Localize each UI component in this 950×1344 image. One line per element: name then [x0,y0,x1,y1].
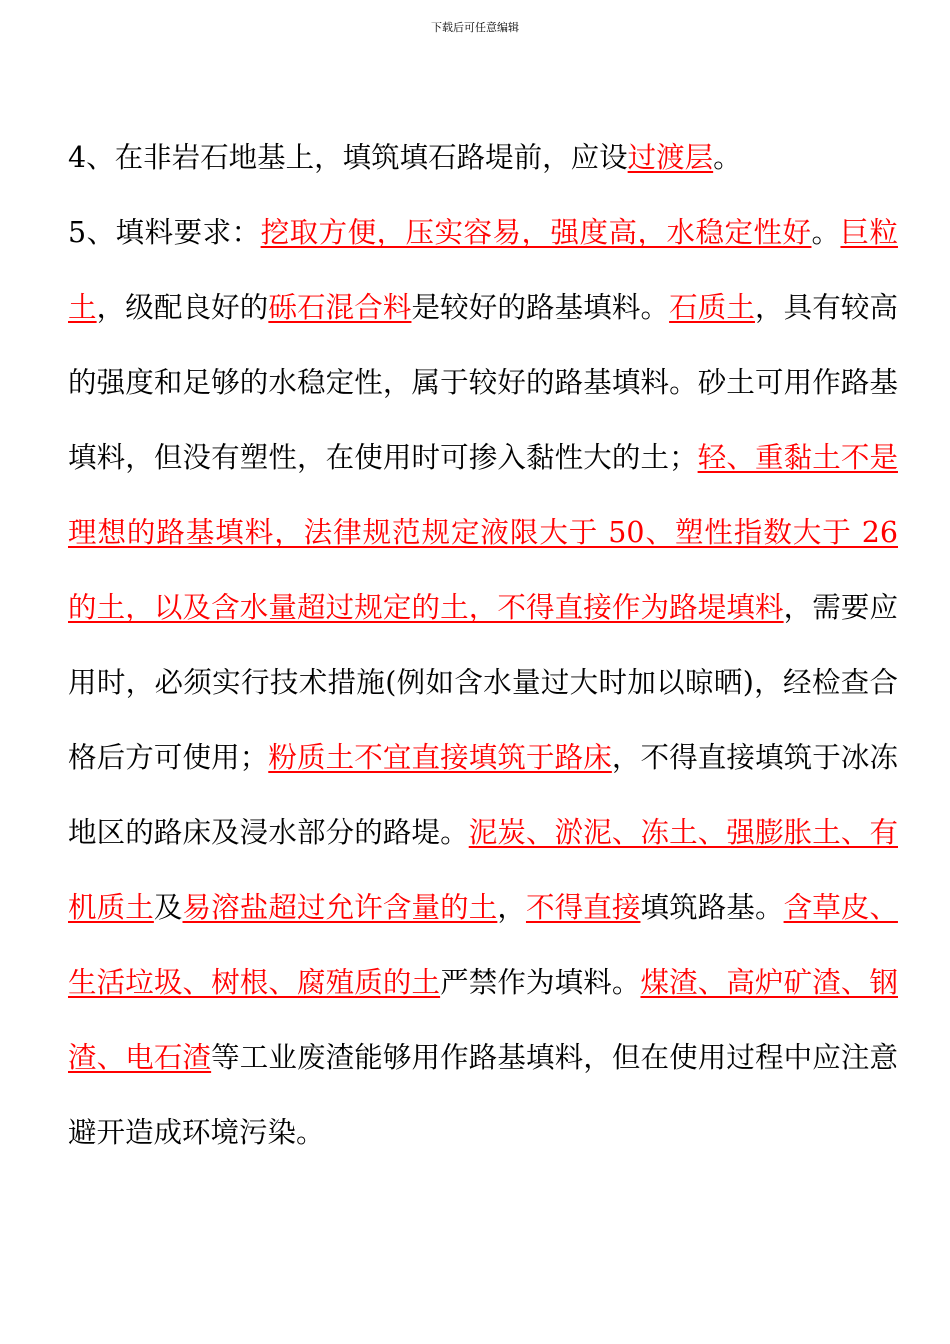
text-run: 严禁作为填料。 [440,966,641,999]
text-run: 是较好的路基填料。 [411,291,670,324]
highlighted-term: 过渡层 [627,141,714,174]
highlighted-term: 巨粒土 [68,216,898,324]
highlighted-term: 不得直接 [525,891,641,924]
text-run: ，具有较高的强度和足够的水稳定性，属于较好的路基填料。砂土可用作路基填料，但没有塑性，在使用时可掺入黏性大的土； [68,291,898,474]
document-body [68,120,898,1170]
text-run: 及 [153,891,183,924]
page-header: 下载后可任意编辑 [431,21,519,34]
text-run: ，级配良好的 [96,291,269,324]
text-run: 4、在非岩石地基上，填筑填石路堤前，应设 [68,141,628,174]
highlighted-term: 含草皮、生活垃圾、树根、腐殖质的土 [68,891,898,999]
highlighted-term: 砾石混合料 [268,291,412,324]
highlighted-term: 泥炭、淤泥、冻土、强膨胀土、有机质土 [68,816,898,924]
highlighted-term: 易溶盐超过允许含量的土 [182,891,498,924]
highlighted-term: 轻、重黏土不是理想的路基填料，法律规范规定液限大于 50、塑性指数大于 26 的土，以及含水量超过规定的土，不得直接作为路堤填料 [68,441,898,624]
text-run: 填筑路基。 [640,891,784,924]
highlighted-term: 粉质土不宜直接填筑于路床 [268,741,612,774]
highlighted-term: 煤渣、高炉矿渣、钢渣、电石渣 [68,966,898,1074]
text-run: 。 [811,216,841,249]
text-run: ，不得直接填筑于冰冻地区的路床及浸水部分的路堤。 [68,741,898,849]
text-run: 。 [713,141,742,174]
text-run: 5、填料要求： [68,216,261,249]
text-run: ，需要应用时，必须实行技术措施(例如含水量过大时加以晾晒)，经检查合格后方可使用； [68,591,898,774]
paragraph-fill-requirements [68,195,898,1170]
highlighted-term: 挖取方便，压实容易，强度高，水稳定性好 [260,216,812,249]
paragraph-transition-layer [68,120,898,195]
text-run: ， [497,891,526,924]
highlighted-term: 石质土 [669,291,755,324]
text-run: 等工业废渣能够用作路基填料，但在使用过程中应注意避开造成环境污染。 [68,1041,898,1149]
